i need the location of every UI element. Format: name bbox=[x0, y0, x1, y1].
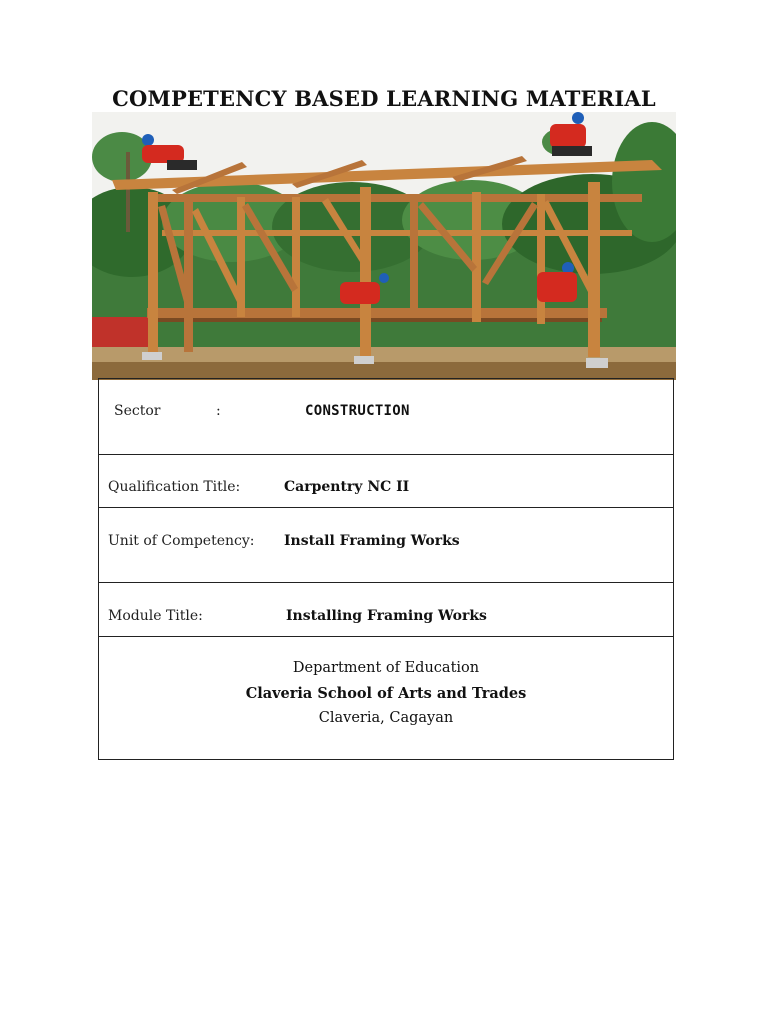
qualification-label: Qualification Title: bbox=[108, 479, 241, 495]
module-value: Installing Framing Works bbox=[286, 608, 487, 624]
module-info-table bbox=[98, 378, 674, 760]
unit-value: Install Framing Works bbox=[284, 533, 460, 549]
sector-separator: : bbox=[216, 403, 221, 419]
school-location: Claveria, Cagayan bbox=[318, 710, 454, 726]
sector-label: Sector bbox=[114, 403, 161, 419]
footer-row bbox=[99, 636, 673, 759]
module-row bbox=[99, 582, 673, 636]
unit-row bbox=[99, 507, 673, 582]
department-text: Department of Education bbox=[292, 660, 480, 676]
unit-label: Unit of Competency: bbox=[108, 533, 255, 549]
module-label: Module Title: bbox=[108, 608, 203, 624]
qualification-row bbox=[99, 454, 673, 507]
qualification-value: Carpentry NC II bbox=[284, 479, 410, 495]
school-name: Claveria School of Arts and Trades bbox=[245, 685, 527, 702]
document-title: COMPETENCY BASED LEARNING MATERIAL bbox=[112, 86, 656, 111]
sector-value: CONSTRUCTION bbox=[305, 403, 410, 419]
sector-row bbox=[99, 378, 673, 454]
cover-photo bbox=[92, 112, 676, 380]
